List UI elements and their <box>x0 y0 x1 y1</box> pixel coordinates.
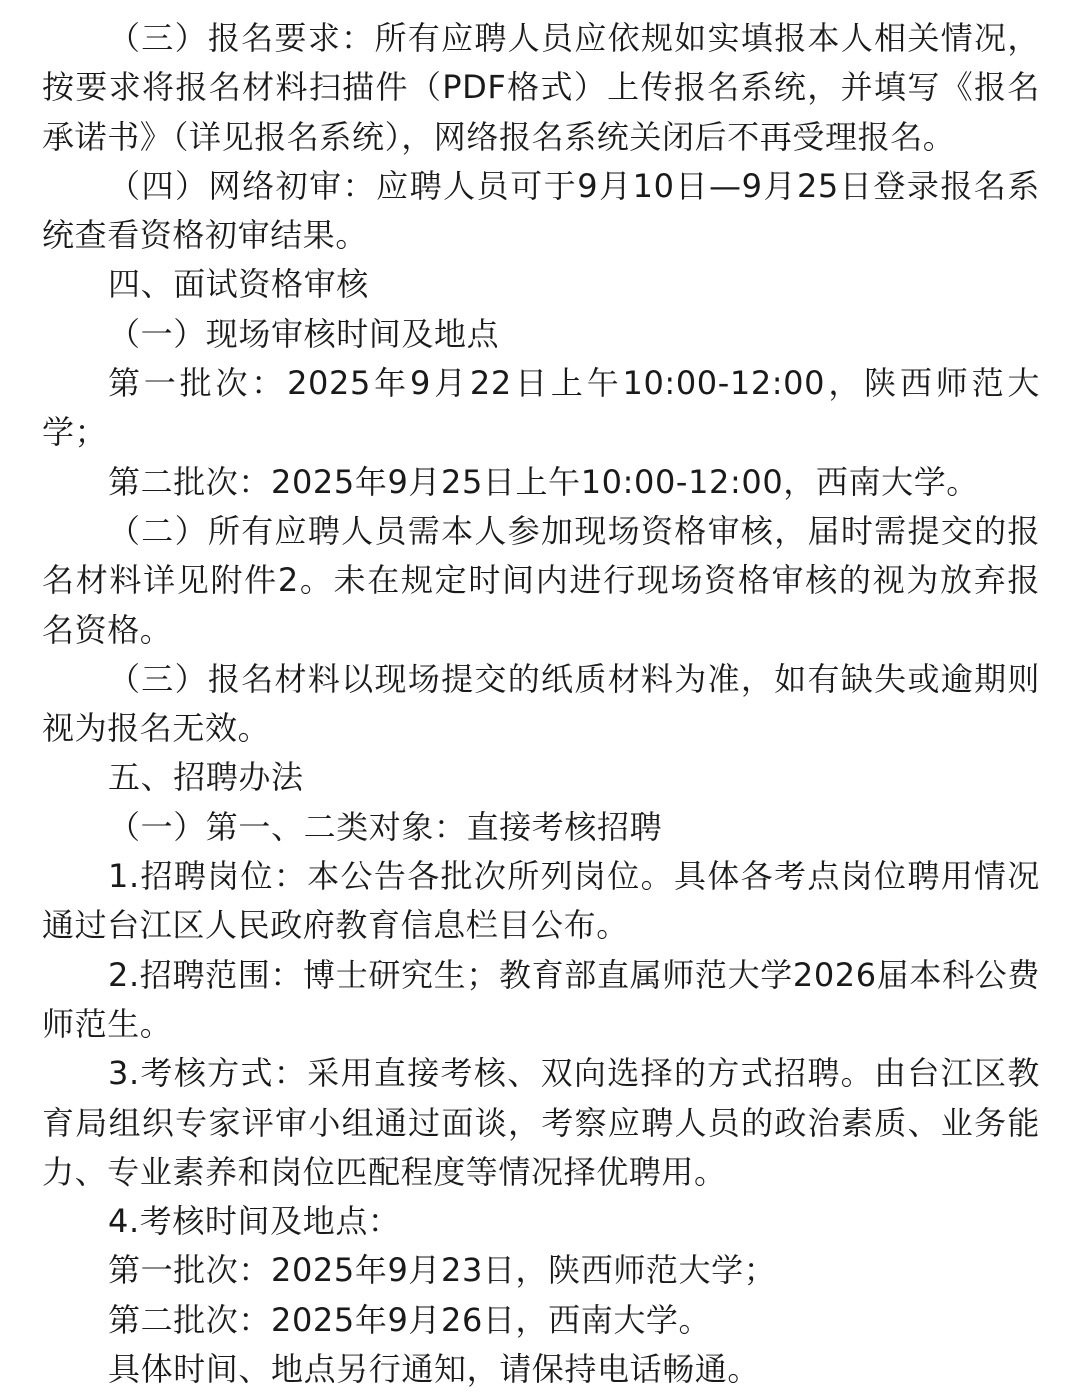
paragraph-review-batch-2: 第二批次：2025年9月25日上午10:00-12:00，西南大学。 <box>108 462 979 501</box>
document-body <box>42 14 1040 1394</box>
section-heading-interview-qualification: 四、面试资格审核 <box>108 265 369 304</box>
paragraph-assessment-batch-1: 第一批次：2025年9月23日，陕西师范大学； <box>108 1251 777 1290</box>
paragraph-assessment-batch-2: 第二批次：2025年9月26日，西南大学。 <box>108 1300 712 1339</box>
paragraph-assessment-time-place: 4.考核时间及地点： <box>108 1202 401 1241</box>
subheading-direct-assessment: （一）第一、二类对象：直接考核招聘 <box>108 807 663 846</box>
paragraph-paper-materials: （三）报名材料以现场提交的纸质材料为准，如有缺失或逾期则视为报名无效。 <box>42 659 1040 748</box>
paragraph-notice: 具体时间、地点另行通知，请保持电话畅通。 <box>108 1350 761 1389</box>
paragraph-assessment-method: 3.考核方式：采用直接考核、双向选择的方式招聘。由台江区教育局组织专家评审小组通过面谈，考察应聘人员的政治素质、业务能力、专业素养和岗位匹配程度等情况择优聘用。 <box>42 1054 1040 1191</box>
paragraph-onsite-review-attendance: （二）所有应聘人员需本人参加现场资格审核，届时需提交的报名材料详见附件2。未在规定时间内进行现场资格审核的视为放弃报名资格。 <box>42 511 1040 649</box>
section-heading-recruitment-method: 五、招聘办法 <box>108 758 304 797</box>
paragraph-registration-requirements: （三）报名要求：所有应聘人员应依规如实填报本人相关情况，按要求将报名材料扫描件（PDF格式）上传报名系统，并填写《报名承诺书》（详见报名系统），网络报名系统关闭后不再受理报名。 <box>42 19 1040 156</box>
paragraph-review-batch-1: 第一批次：2025年9月22日上午10:00-12:00，陕西师范大学； <box>42 364 1040 452</box>
paragraph-online-preliminary-review: （四）网络初审：应聘人员可于9月10日—9月25日登录报名系统查看资格初审结果。 <box>42 166 1040 255</box>
paragraph-scope: 2.招聘范围：博士研究生；教育部直属师范大学2026届本科公费师范生。 <box>42 955 1040 1043</box>
paragraph-positions: 1.招聘岗位：本公告各批次所列岗位。具体各考点岗位聘用情况通过台江区人民政府教育信息栏目公布。 <box>42 857 1040 945</box>
subheading-onsite-review-time-place: （一）现场审核时间及地点 <box>108 314 500 353</box>
